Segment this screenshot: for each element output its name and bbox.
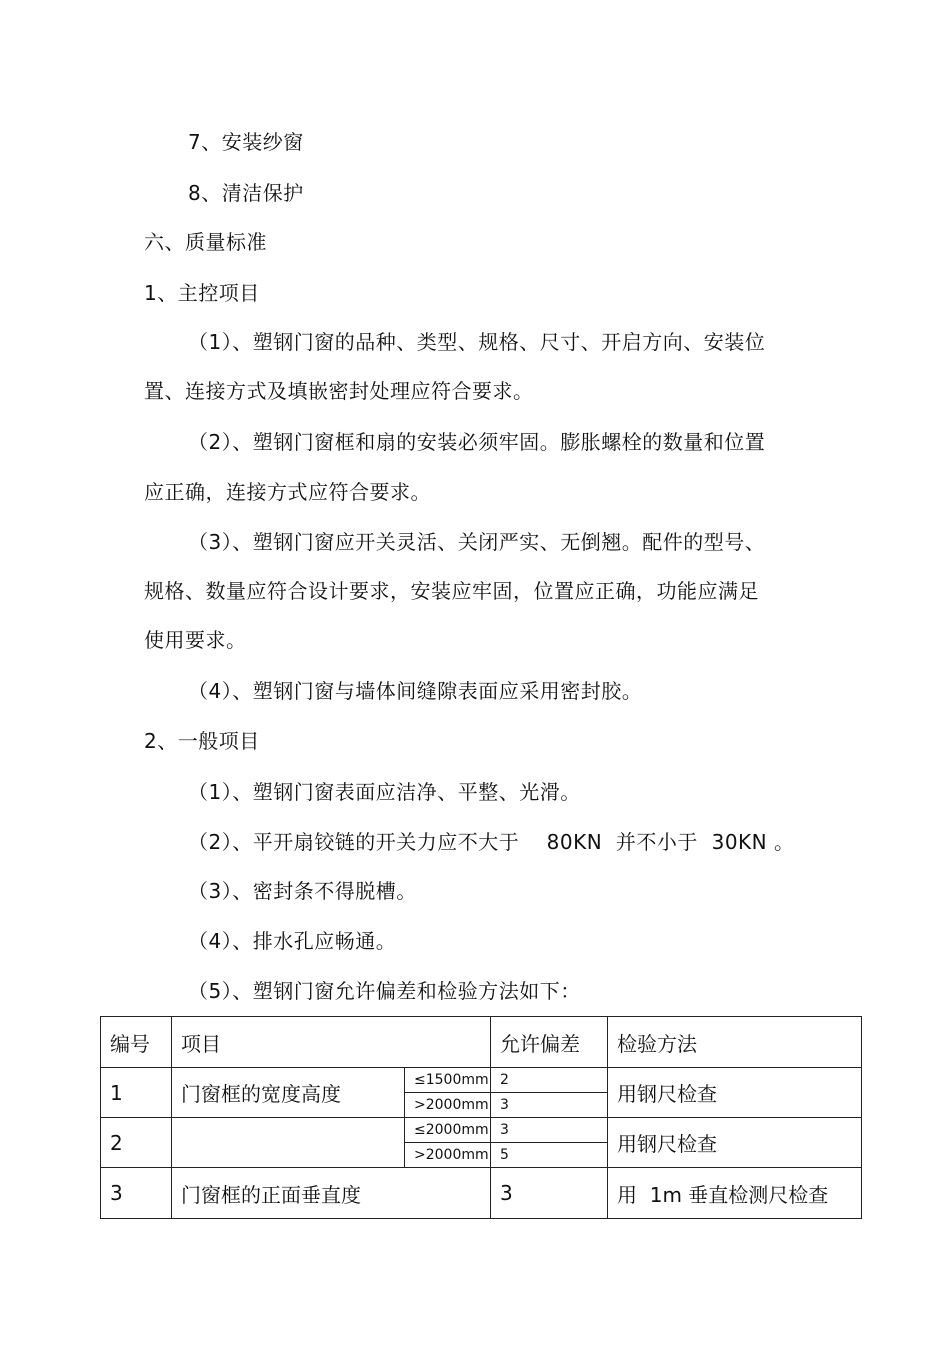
condition-cell: ≤1500mm [405,1068,491,1093]
header-cell: 编号 [101,1017,172,1068]
item-cell: 门窗框的正面垂直度 [172,1168,491,1219]
text-line: （5）、塑钢门窗允许偏差和检验方法如下： [188,979,581,1003]
header-cell: 项目 [172,1017,491,1068]
item-cell [172,1118,405,1168]
text-line: 使用要求。 [144,628,247,652]
header-cell: 允许偏差 [491,1017,608,1068]
table-row [101,1168,862,1219]
text-line: 7、安装纱窗 [188,130,304,154]
condition-cell: >2000mm [405,1093,491,1118]
text-line: （4）、塑钢门窗与墙体间缝隙表面应采用密封胶。 [188,679,643,703]
table-row [101,1118,862,1143]
subsection-heading: 2、一般项目 [144,729,260,753]
text-line: （2）、平开扇铰链的开关力应不大于 80KN 并不小于 30KN 。 [188,830,795,854]
section-heading: 六、质量标准 [144,230,267,254]
table-row [101,1068,862,1093]
method-cell: 用钢尺检查 [608,1068,862,1118]
subsection-heading: 1、主控项目 [144,281,260,305]
tolerance-cell: 5 [491,1143,608,1168]
text-line: （1）、塑钢门窗表面应洁净、平整、光滑。 [188,780,581,804]
text-line: （1）、塑钢门窗的品种、类型、规格、尺寸、开启方向、安装位 [188,330,766,354]
tolerance-cell: 3 [491,1168,608,1219]
text-line: （2）、塑钢门窗框和扇的安装必须牢固。膨胀螺栓的数量和位置 [188,430,766,454]
tolerance-cell: 3 [491,1093,608,1118]
tolerance-cell: 2 [491,1068,608,1093]
text-line: （4）、排水孔应畅通。 [188,929,397,953]
row-number: 3 [101,1168,172,1219]
tolerance-table [100,1016,862,1219]
text-line: （3）、密封条不得脱槽。 [188,879,417,903]
condition-cell: >2000mm [405,1143,491,1168]
text-line: 应正确，连接方式应符合要求。 [144,480,431,504]
method-cell: 用 1m 垂直检测尺检查 [608,1168,862,1219]
item-cell: 门窗框的宽度高度 [172,1068,405,1118]
text-line: 规格、数量应符合设计要求，安装应牢固，位置应正确，功能应满足 [144,579,759,603]
text-line: （3）、塑钢门窗应开关灵活、关闭严实、无倒翘。配件的型号、 [188,530,766,554]
text-line: 8、清洁保护 [188,181,304,205]
text-line: 置、连接方式及填嵌密封处理应符合要求。 [144,379,534,403]
condition-cell: ≤2000mm [405,1118,491,1143]
tolerance-cell: 3 [491,1118,608,1143]
table-header-row [101,1017,862,1068]
row-number: 2 [101,1118,172,1168]
row-number: 1 [101,1068,172,1118]
method-cell: 用钢尺检查 [608,1118,862,1168]
header-cell: 检验方法 [608,1017,862,1068]
